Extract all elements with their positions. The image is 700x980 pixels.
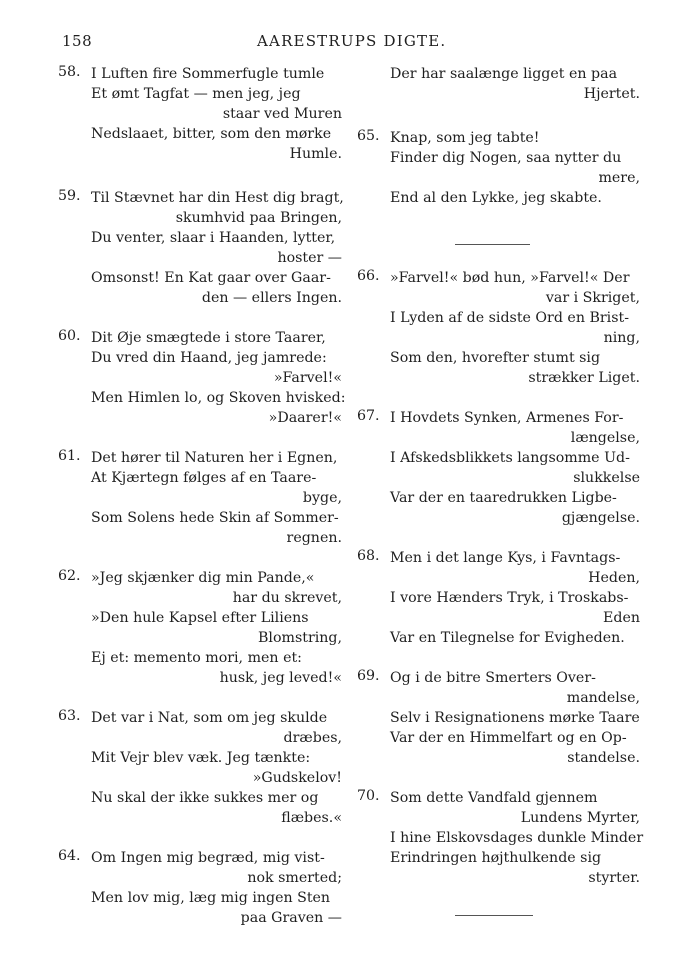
stanza-number: 63.: [58, 708, 81, 724]
verse-line: ning,: [603, 330, 640, 346]
verse-line: Som den, hvorefter stumt sig: [390, 350, 601, 366]
stanza: [357, 128, 640, 208]
verse-line: Som Solens hede Skin af Sommer-: [91, 510, 339, 526]
stanza-number: 58.: [58, 64, 81, 80]
verse-line: var i Skriget,: [545, 290, 640, 306]
verse-line: Omsonst! En Kat gaar over Gaar-: [91, 270, 331, 286]
verse-line: længelse,: [570, 430, 640, 446]
stanza-number: 67.: [357, 408, 380, 424]
verse-line: Humle.: [289, 146, 342, 162]
stanza-number: 65.: [357, 128, 380, 144]
stanza: [58, 448, 342, 548]
verse-line: I Afskedsblikkets langsomme Ud-: [390, 450, 630, 466]
stanza: [58, 188, 342, 308]
verse-line: Var en Tilegnelse for Evigheden.: [390, 630, 625, 646]
verse-line: har du skrevet,: [232, 590, 342, 606]
stanza: [357, 64, 640, 104]
verse-line: Finder dig Nogen, saa nytter du: [390, 150, 622, 166]
verse-line: Du vred din Haand, jeg jamrede:: [91, 350, 327, 366]
stanza-number: 61.: [58, 448, 81, 464]
verse-line: »Daarer!«: [268, 410, 342, 426]
verse-line: dræbes,: [283, 730, 342, 746]
verse-line: Heden,: [588, 570, 640, 586]
verse-line: Dit Øje smægtede i store Taarer,: [91, 330, 326, 346]
verse-line: flæbes.«: [281, 810, 342, 826]
verse-line: staar ved Muren: [222, 106, 342, 122]
verse-line: Om Ingen mig begræd, mig vist-: [91, 850, 325, 866]
stanza: [58, 568, 342, 688]
verse-line: Hjertet.: [583, 86, 640, 102]
verse-line: »Farvel!« bød hun, »Farvel!« Der: [390, 270, 630, 286]
verse-line: Og i de bitre Smerters Over-: [390, 670, 596, 686]
verse-line: Blomstring,: [258, 630, 342, 646]
verse-line: Eden: [603, 610, 640, 626]
stanza: [58, 64, 342, 164]
verse-line: den — ellers Ingen.: [201, 290, 342, 306]
verse-line: »Farvel!«: [273, 370, 342, 386]
verse-line: slukkelse: [573, 470, 640, 486]
stanza-number: 68.: [357, 548, 380, 564]
stanza-number: 59.: [58, 188, 81, 204]
verse-line: I Lyden af de sidste Ord en Brist-: [390, 310, 629, 326]
verse-line: Men lov mig, læg mig ingen Sten: [91, 890, 331, 906]
stanza-number: 62.: [58, 568, 81, 584]
stanza-number: 66.: [357, 268, 380, 284]
page-number: 158: [62, 32, 93, 50]
verse-line: mere,: [598, 170, 640, 186]
verse-line: strækker Liget.: [528, 370, 640, 386]
verse-line: standelse.: [567, 750, 640, 766]
verse-line: Som dette Vandfald gjennem: [390, 790, 598, 806]
verse-line: hoster —: [277, 250, 342, 266]
verse-line: paa Graven —: [240, 910, 342, 926]
stanza: [357, 788, 644, 888]
verse-line: »Jeg skjænker dig min Pande,«: [91, 570, 315, 586]
verse-line: Lundens Myrter,: [520, 810, 640, 826]
verse-line: End al den Lykke, jeg skabte.: [390, 190, 602, 206]
stanza: [357, 408, 640, 528]
verse-line: Ej et: memento mori, men et:: [91, 650, 302, 666]
verse-line: Det hører til Naturen her i Egnen,: [91, 450, 338, 466]
verse-line: regnen.: [286, 530, 342, 546]
verse-line: gjængelse.: [561, 510, 640, 526]
verse-line: Til Stævnet har din Hest dig bragt,: [91, 190, 344, 206]
verse-line: I Luften fire Sommerfugle tumle: [91, 66, 325, 82]
stanza: [357, 548, 640, 648]
stanza-number: 60.: [58, 328, 81, 344]
stanza-number: 69.: [357, 668, 380, 684]
verse-line: Knap, som jeg tabte!: [390, 130, 540, 146]
verse-line: Nedslaaet, bitter, som den mørke: [91, 126, 332, 142]
running-title: AARESTRUPS DIGTE.: [257, 32, 447, 50]
verse-line: Et ømt Tagfat — men jeg, jeg: [91, 86, 301, 102]
verse-line: At Kjærtegn følges af en Taare-: [91, 470, 317, 486]
section-divider: [455, 244, 530, 245]
verse-line: skumhvid paa Bringen,: [175, 210, 342, 226]
stanza-number: 70.: [357, 788, 380, 804]
stanza-number: 64.: [58, 848, 81, 864]
verse-line: mandelse,: [566, 690, 640, 706]
verse-line: nok smerted;: [247, 870, 342, 886]
stanza: [58, 328, 346, 428]
verse-line: styrter.: [588, 870, 640, 886]
verse-line: Men Himlen lo, og Skoven hvisked:: [91, 390, 346, 406]
verse-line: I Hovdets Synken, Armenes For-: [390, 410, 624, 426]
verse-line: Nu skal der ikke sukkes mer og: [91, 790, 319, 806]
verse-line: byge,: [302, 490, 342, 506]
end-rule: [455, 915, 533, 916]
verse-line: Men i det lange Kys, i Favntags-: [390, 550, 621, 566]
verse-line: Var der en Himmelfart og en Op-: [390, 730, 627, 746]
stanza: [58, 848, 342, 928]
page-header: [0, 32, 700, 54]
verse-line: Mit Vejr blev væk. Jeg tænkte:: [91, 750, 311, 766]
verse-line: husk, jeg leved!«: [219, 670, 342, 686]
verse-line: »Gudskelov!: [252, 770, 342, 786]
verse-line: Var der en taaredrukken Ligbe-: [390, 490, 617, 506]
verse-line: Selv i Resignationens mørke Taare: [390, 710, 640, 726]
verse-line: I hine Elskovsdages dunkle Minder: [390, 830, 644, 846]
stanza: [357, 268, 640, 388]
stanza: [357, 668, 640, 768]
verse-line: Du venter, slaar i Haanden, lytter,: [91, 230, 336, 246]
verse-line: Erindringen højthulkende sig: [390, 850, 602, 866]
verse-line: Det var i Nat, som om jeg skulde: [91, 710, 328, 726]
verse-line: »Den hule Kapsel efter Liliens: [91, 610, 309, 626]
verse-line: I vore Hænders Tryk, i Troskabs-: [390, 590, 629, 606]
stanza: [58, 708, 342, 828]
verse-line: Der har saalænge ligget en paa: [390, 66, 618, 82]
